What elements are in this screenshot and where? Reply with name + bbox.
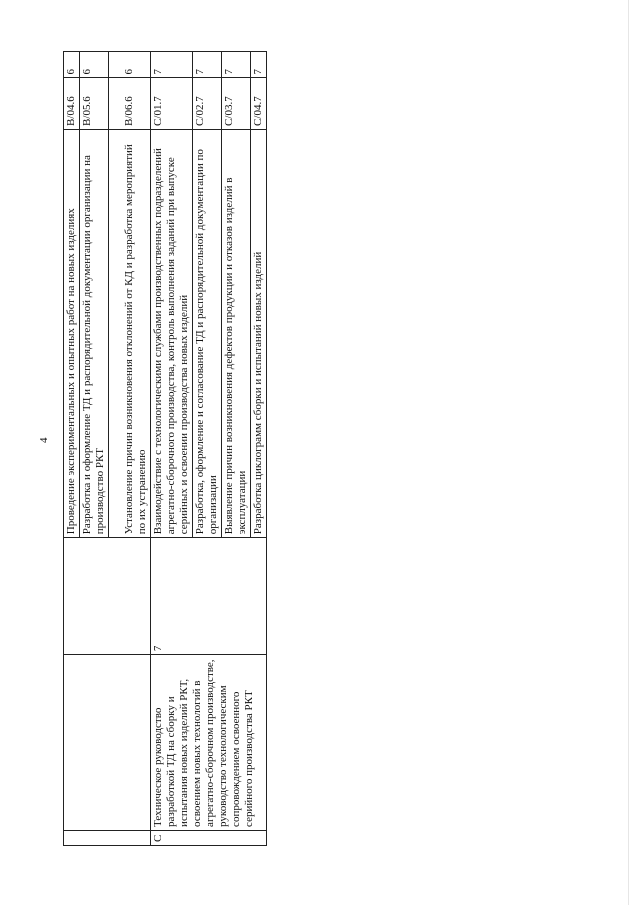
table-row (150, 52, 192, 846)
group-c-level-cell: 7 (150, 538, 266, 655)
group-b-level-cell (64, 538, 151, 655)
function-code-cell: C/03.7 (221, 78, 250, 130)
function-cell: Разработка циклограмм сборки и испытаний новых изделий (250, 129, 266, 537)
function-level-cell: 7 (150, 52, 192, 78)
function-code-cell: C/04.7 (250, 78, 266, 130)
group-c-name-cell: Техническое руководство разработкой ТД на сборку и испытания новых изделий РКТ, освоением новых технологий в агрегатно-сборочном производстве, руководство технологическим сопровождением освоенного серийного производства РКТ (150, 655, 266, 831)
function-level-cell: 7 (192, 52, 221, 78)
function-level-cell: 6 (108, 52, 150, 78)
function-level-cell: 7 (250, 52, 266, 78)
group-b-name-cell (64, 655, 151, 831)
group-b-code-cell (64, 830, 151, 845)
functions-table-wrapper (63, 51, 309, 846)
function-cell: Разработка и оформление ТД и распорядительной документации организации на производство РКТ (79, 129, 108, 537)
function-level-cell: 6 (64, 52, 80, 78)
function-cell: Установление причин возникновения отклонений от КД и разработка мероприятий по их устранению (108, 129, 150, 537)
function-code-cell: B/05.6 (79, 78, 108, 130)
function-code-cell: B/04.6 (64, 78, 80, 130)
page-number: 4 (38, 437, 50, 443)
function-level-cell: 6 (79, 52, 108, 78)
function-code-cell: B/06.6 (108, 78, 150, 130)
function-level-cell: 7 (221, 52, 250, 78)
labor-functions-table (63, 51, 267, 846)
function-cell: Проведение экспериментальных и опытных работ на новых изделиях (64, 129, 80, 537)
function-cell: Разработка, оформление и согласование ТД и распорядительной документации по организации (192, 129, 221, 537)
function-code-cell: C/02.7 (192, 78, 221, 130)
scan-edge-line (628, 0, 629, 905)
group-c-code-cell: C (150, 830, 266, 845)
function-cell: Взаимодействие с технологическими службами производственных подразделений агрегатно-сборочного производства, контроль выполнения заданий при выпуске серийных и освоении производства новых изделий (150, 129, 192, 537)
function-code-cell: C/01.7 (150, 78, 192, 130)
function-cell: Выявление причин возникновения дефектов продукции и отказов изделий в эксплуатации (221, 129, 250, 537)
table-row (64, 52, 80, 846)
